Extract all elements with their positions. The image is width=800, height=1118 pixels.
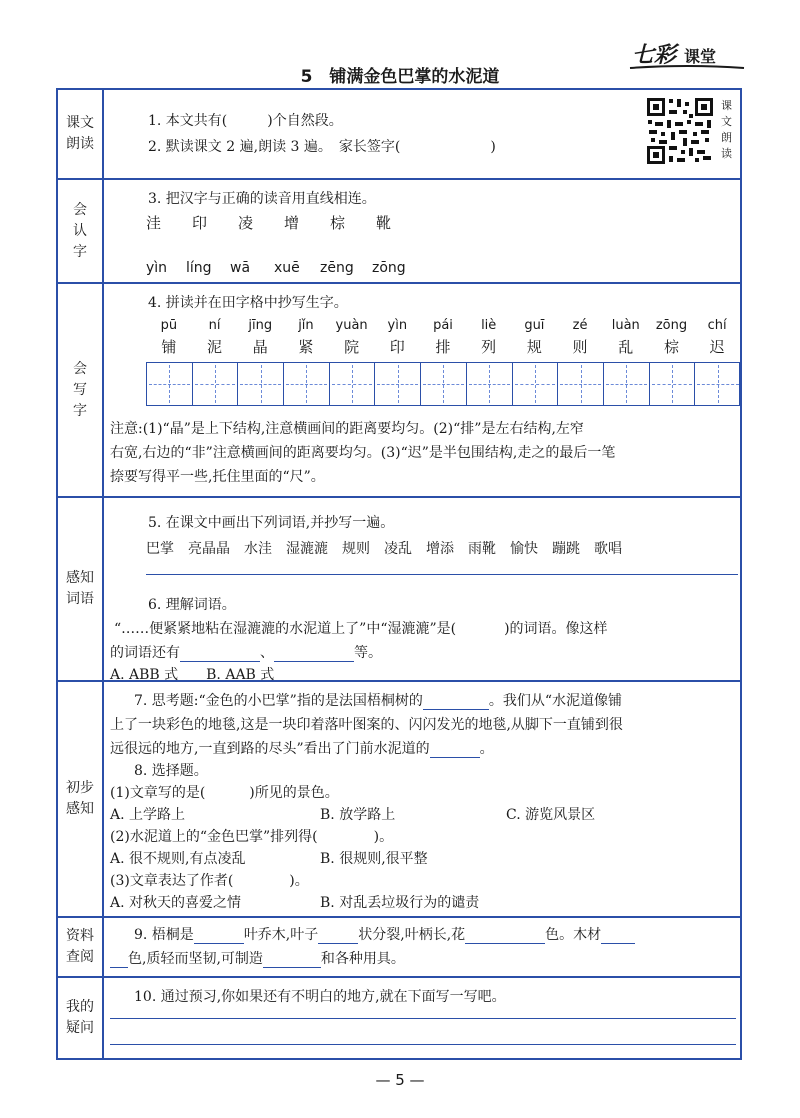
answer-blank[interactable] — [110, 953, 128, 968]
pinyin-row: yìn líng wā xuē zēng zōng — [146, 260, 406, 276]
tianzige-cell[interactable] — [375, 363, 421, 405]
section-label: 会 认 字 — [58, 180, 104, 282]
section-recognize — [58, 180, 740, 284]
pinyin-label: jīng — [248, 318, 273, 333]
answer-blank[interactable] — [430, 743, 480, 758]
word-list — [146, 538, 636, 558]
question-9-line1: 9. 梧桐是 叶乔木,叶子 状分裂,叶柄长,花 色。木材 — [134, 924, 635, 944]
qr-label: 课 文 朗 读 — [721, 99, 732, 160]
pinyin-label: luàn — [611, 318, 640, 333]
vocab-word: 水洼 — [244, 541, 272, 557]
option[interactable]: B. 放学路上 — [320, 807, 396, 823]
svg-text:七彩: 七彩 — [632, 43, 677, 68]
vocab-word: 规则 — [342, 541, 370, 557]
vocab-word: 亮晶晶 — [188, 541, 230, 557]
pinyin-label: liè — [481, 318, 497, 333]
vocab-word: 雨靴 — [468, 541, 496, 557]
option[interactable]: A. 上学路上 — [110, 807, 186, 823]
pinyin-label: pái — [433, 318, 453, 333]
question-6-line1: “……便紧紧地粘在湿漉漉的水泥道上了”中“湿漉漉”是( )的词语。像这样 — [114, 621, 608, 637]
section-label: 会 写 字 — [58, 284, 104, 496]
tianzige-cell[interactable] — [604, 363, 650, 405]
vocab-word: 歌唱 — [594, 541, 622, 557]
answer-blank[interactable] — [423, 695, 489, 710]
question-6: 6. 理解词语。 — [148, 597, 236, 613]
hanzi-label: 紧 — [298, 338, 314, 356]
question-8: 8. 选择题。 — [134, 763, 208, 779]
question-2: 2. 默读课文 2 遍,朗读 3 遍。 家长签字( ) — [148, 139, 496, 155]
question-5: 5. 在课文中画出下列词语,并抄写一遍。 — [148, 515, 395, 531]
question-1: 1. 本文共有( )个自然段。 — [148, 113, 343, 129]
option[interactable]: A. 很不规则,有点凌乱 — [110, 851, 246, 867]
pinyin-label: jǐn — [298, 318, 314, 333]
question-8-1: (1)文章写的是( )所见的景色。 — [110, 785, 339, 801]
tianzige-cell[interactable] — [695, 363, 741, 405]
answer-blank[interactable] — [318, 929, 358, 944]
qr-code[interactable] — [645, 96, 715, 166]
section-understanding — [58, 682, 740, 918]
question-7-line2: 上了一块彩色的地毯,这是一块印着落叶图案的、闪闪发光的地毯,从脚下一直铺到很 — [110, 717, 623, 733]
hanzi-label: 排 — [435, 338, 451, 356]
answer-blank[interactable] — [263, 953, 321, 968]
section-reading — [58, 90, 740, 180]
pinyin-label: guī — [524, 318, 545, 333]
answer-blank[interactable] — [274, 647, 354, 662]
vocab-word: 凌乱 — [384, 541, 412, 557]
pinyin-label: ní — [208, 318, 221, 333]
question-3: 3. 把汉字与正确的读音用直线相连。 — [148, 191, 376, 207]
question-4: 4. 拼读并在田字格中抄写生字。 — [148, 295, 348, 311]
page-number: — 5 — — [375, 1071, 425, 1089]
question-6-options: A. ABB 式 B. AAB 式 — [110, 667, 275, 683]
tianzige-cell[interactable] — [284, 363, 330, 405]
pinyin-label: yìn — [387, 318, 408, 333]
question-6-line2: 的词语还有 、 等。 — [110, 645, 382, 661]
note-line: 注意:(1)“晶”是上下结构,注意横画间的距离要均匀。(2)“排”是左右结构,左窄 — [110, 421, 584, 437]
tianzige-cell[interactable] — [513, 363, 559, 405]
answer-blank[interactable] — [180, 647, 260, 662]
section-questions — [58, 978, 740, 1058]
answer-line[interactable] — [146, 574, 738, 575]
tianzige-cell[interactable] — [147, 363, 193, 405]
section-research — [58, 918, 740, 978]
vocab-word: 蹦跳 — [552, 541, 580, 557]
svg-text:课堂: 课堂 — [684, 47, 717, 66]
section-label: 我的 疑问 — [58, 978, 104, 1058]
question-8-3: (3)文章表达了作者( )。 — [110, 873, 309, 889]
tianzige-grid[interactable] — [146, 362, 740, 406]
tianzige-cell[interactable] — [330, 363, 376, 405]
option[interactable]: C. 游览风景区 — [506, 807, 596, 823]
option[interactable]: B. 对乱丢垃圾行为的谴责 — [320, 895, 480, 911]
pinyin-label: zé — [572, 318, 588, 333]
option[interactable]: A. 对秋天的喜爱之情 — [110, 895, 242, 911]
pinyin-label: zōng — [655, 318, 688, 333]
question-8-2: (2)水泥道上的“金色巴掌”排列得( )。 — [110, 829, 394, 845]
hanzi-label: 院 — [344, 338, 360, 356]
answer-blank[interactable] — [194, 929, 244, 944]
tianzige-cell[interactable] — [421, 363, 467, 405]
vocab-word: 愉快 — [510, 541, 538, 557]
section-words — [58, 498, 740, 682]
tianzige-cell[interactable] — [558, 363, 604, 405]
hanzi-label: 则 — [572, 338, 588, 356]
tianzige-cell[interactable] — [193, 363, 239, 405]
hanzi-label: 铺 — [161, 338, 177, 356]
answer-blank[interactable] — [601, 929, 635, 944]
section-write — [58, 284, 740, 498]
hanzi-label: 印 — [389, 338, 405, 356]
hanzi-label: 规 — [526, 338, 542, 356]
brand-logo — [628, 38, 746, 72]
question-7-line1: 7. 思考题:“金色的小巴掌”指的是法国梧桐树的 。我们从“水泥道像铺 — [134, 693, 623, 709]
answer-blank[interactable] — [465, 929, 545, 944]
char-row: 洼 印 凌 增 棕 靴 — [146, 214, 392, 232]
answer-line[interactable] — [110, 1018, 736, 1019]
tianzige-cell[interactable] — [238, 363, 284, 405]
question-10: 10. 通过预习,你如果还有不明白的地方,就在下面写一写吧。 — [134, 989, 506, 1005]
pinyin-label: yuàn — [335, 318, 368, 333]
hanzi-label: 晶 — [252, 338, 268, 356]
section-label: 初步 感知 — [58, 682, 104, 916]
note-line: 右宽,右边的“非”注意横画间的距离要均匀。(3)“迟”是半包围结构,走之的最后一笔 — [110, 445, 616, 461]
section-label: 感知 词语 — [58, 498, 104, 680]
hanzi-label: 乱 — [618, 338, 634, 356]
section-label: 课文 朗读 — [58, 90, 104, 178]
tianzige-cell[interactable] — [650, 363, 696, 405]
hanzi-label: 泥 — [207, 338, 223, 356]
question-9-line2: 色,质轻而坚韧,可制造 和各种用具。 — [110, 948, 405, 968]
worksheet-frame — [56, 88, 742, 1060]
pinyin-label: chí — [707, 318, 727, 333]
pinyin-label: pū — [160, 318, 178, 333]
page-title: 5 铺满金色巴掌的水泥道 — [300, 67, 500, 87]
question-7-line3: 远很远的地方,一直到路的尽头”看出了门前水泥道的 。 — [110, 741, 494, 757]
tianzige-cell[interactable] — [467, 363, 513, 405]
note-line: 捺要写得平一些,托住里面的“尺”。 — [110, 469, 325, 485]
vocab-word: 增添 — [426, 541, 454, 557]
answer-line[interactable] — [110, 1044, 736, 1045]
hanzi-label: 棕 — [663, 338, 679, 356]
section-label: 资料 查阅 — [58, 918, 104, 976]
vocab-word: 巴掌 — [146, 541, 174, 557]
hanzi-label: 列 — [481, 338, 497, 356]
hanzi-label: 迟 — [709, 338, 725, 356]
option[interactable]: B. 很规则,很平整 — [320, 851, 428, 867]
vocab-word: 湿漉漉 — [286, 541, 328, 557]
